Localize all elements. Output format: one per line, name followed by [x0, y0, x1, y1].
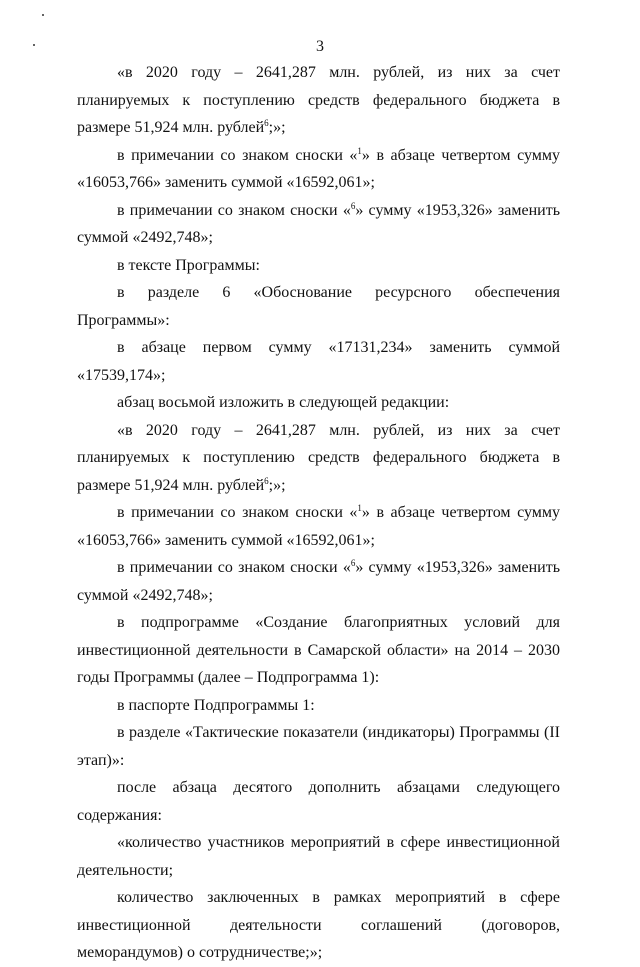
paragraph: в паспорте Подпрограммы 1: — [117, 696, 315, 714]
paragraph: в примечании со знаком сноски «$^1$» в абзаце четвертом сумму «16053,766» заменить суммой «16592,061»; — [77, 503, 560, 549]
footnote-mark: 6 — [264, 475, 269, 486]
document-body — [77, 59, 560, 967]
paragraph: в примечании со знаком сноски «$^1$» в абзаце четвертом сумму «16053,766» заменить суммой «16592,061»; — [77, 145, 560, 191]
footnote-mark: 6 — [350, 558, 356, 568]
footnote-mark: 6 — [264, 118, 269, 128]
scan-speck — [42, 14, 44, 16]
paragraph: «количество участников мероприятий в сфере инвестиционной деятельности; — [77, 834, 560, 879]
paragraph: «в 2020 году – 2641,287 млн. рублей, из них за счет планируемых к поступлению средств федерального бюджета в размере 51,924 млн. рублей$^6$;»; — [77, 421, 560, 494]
paragraph: в тексте Программы: — [117, 256, 260, 274]
paragraph: в абзаце первом сумму «17131,234» заменить суммой «17539,174»; — [77, 339, 560, 384]
paragraph: количество заключенных в рамках мероприятий в сфере инвестиционной деятельности соглашений (договоров, меморандумов) о сотрудничестве;»; — [77, 889, 560, 961]
paragraph: «в 2020 году – 2641,287 млн. рублей, из них за счет планируемых к поступлению средств федерального бюджета в размере 51,924 млн. рублей$^6$;»; — [77, 64, 560, 136]
paragraph: после абзаца десятого дополнить абзацами следующего содержания: — [77, 779, 560, 824]
footnote-mark: 1 — [357, 145, 362, 156]
page-number: 3 — [316, 38, 324, 55]
footnote-mark: 6 — [350, 200, 356, 211]
paragraph: в подпрограмме «Создание благоприятных условий для инвестиционной деятельности в Самарской области» на 2014 – 2030 годы Программы (далее – Подпрограмма 1): — [77, 614, 560, 686]
footnote-mark: 1 — [357, 503, 362, 513]
paragraph: в разделе 6 «Обоснование ресурсного обеспечения Программы»: — [77, 284, 560, 329]
paragraph: в примечании со знаком сноски «$^6$» сумму «1953,326» заменить суммой «2492,748»; — [77, 200, 560, 246]
paragraph: в разделе «Тактические показатели (индикаторы) Программы (II этап)»: — [77, 724, 560, 769]
paragraph: абзац восьмой изложить в следующей редакции: — [117, 394, 450, 411]
paragraph: в примечании со знаком сноски «$^6$» сумму «1953,326» заменить суммой «2492,748»; — [77, 558, 560, 604]
